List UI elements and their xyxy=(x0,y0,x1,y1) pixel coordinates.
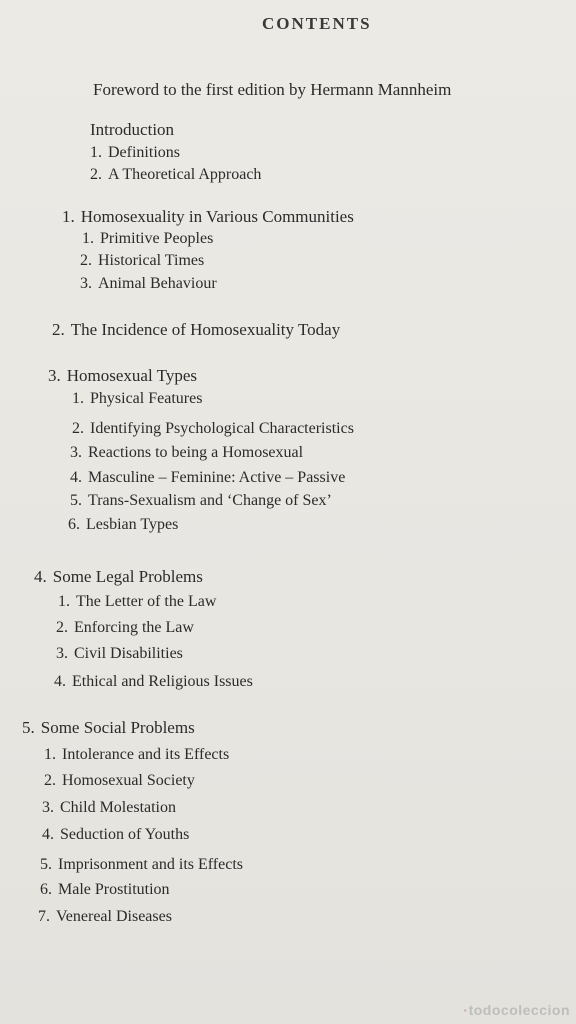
introduction-title: Introduction xyxy=(90,120,175,139)
chapter-item: 1. The Letter of the Law xyxy=(58,593,217,610)
chapter-item: 3. Civil Disabilities xyxy=(56,645,183,662)
chapter-item: 4. Masculine – Feminine: Active – Passive xyxy=(70,469,346,486)
chapter-item: 2. Homosexual Society xyxy=(44,772,195,789)
chapter-item: 2. Identifying Psychological Characteristics xyxy=(72,420,354,437)
chapter-item: 1. Physical Features xyxy=(72,390,203,407)
chapter-item: 2. Historical Times xyxy=(80,252,205,269)
chapter-title: 3. Homosexual Types xyxy=(48,366,197,385)
watermark-logo: ·todocoleccion xyxy=(463,1002,570,1018)
chapter-item: 3. Animal Behaviour xyxy=(80,275,217,292)
foreword-line: Foreword to the first edition by Hermann Mannheim xyxy=(93,80,452,99)
page-title: CONTENTS xyxy=(262,14,372,33)
chapter-item: 5. Trans-Sexualism and ‘Change of Sex’ xyxy=(70,492,332,509)
chapter-title: 1. Homosexuality in Various Communities xyxy=(62,207,354,226)
chapter-item: 3. Child Molestation xyxy=(42,799,176,816)
chapter-title: 4. Some Legal Problems xyxy=(34,567,203,586)
intro-item: 2. A Theoretical Approach xyxy=(90,166,262,183)
intro-item: 1. Definitions xyxy=(90,144,180,161)
chapter-item: 4. Seduction of Youths xyxy=(42,826,190,843)
chapter-title: 2. The Incidence of Homosexuality Today xyxy=(52,320,341,339)
chapter-item: 6. Male Prostitution xyxy=(40,881,170,898)
chapter-item: 1. Primitive Peoples xyxy=(82,230,214,247)
chapter-item: 1. Intolerance and its Effects xyxy=(44,746,230,763)
chapter-item: 7. Venereal Diseases xyxy=(38,908,172,925)
chapter-item: 2. Enforcing the Law xyxy=(56,619,194,636)
chapter-item: 4. Ethical and Religious Issues xyxy=(54,673,253,690)
chapter-title: 5. Some Social Problems xyxy=(22,718,195,737)
chapter-item: 3. Reactions to being a Homosexual xyxy=(70,444,304,461)
chapter-item: 6. Lesbian Types xyxy=(68,516,179,533)
chapter-item: 5. Imprisonment and its Effects xyxy=(40,856,243,873)
